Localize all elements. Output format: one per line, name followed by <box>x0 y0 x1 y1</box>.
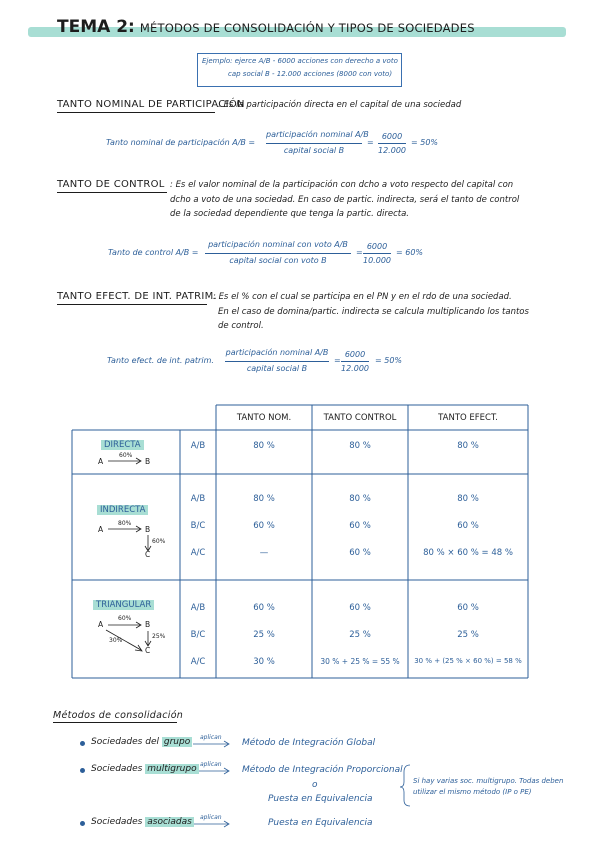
method-arrow-label-1: aplican <box>200 734 222 741</box>
control-definition-3: de la sociedad dependiente que tenga la partic. directa. <box>170 209 409 219</box>
triangular-nom-3: 30 % <box>253 657 275 667</box>
triangular-edge-ac: 30% <box>109 637 123 644</box>
control-definition-1: : Es el valor nominal de la participación con dcho a voto respecto del capital con <box>170 180 514 190</box>
triangular-nom-2: 25 % <box>253 630 275 640</box>
indirecta-efect-1: 80 % <box>457 494 479 504</box>
method-tag-asociadas: asociadas <box>147 817 192 827</box>
control-num-value: 6000 <box>366 242 388 251</box>
nominal-num-value: 6000 <box>381 132 403 141</box>
method-prefix-3: Sociedades <box>91 817 143 827</box>
triangular-efect-3: 30 % + (25 % × 60 %) = 58 % <box>414 657 522 665</box>
control-formula-label: Tanto de control A/B = <box>108 248 199 257</box>
efectivo-num-value: 6000 <box>344 350 366 359</box>
efectivo-formula-label: Tanto efect. de int. patrim. <box>107 356 214 365</box>
control-definition-2: dcho a voto de una sociedad. En caso de partic. indirecta, será el tanto de control <box>170 195 520 205</box>
triangular-efect-2: 25 % <box>457 630 479 640</box>
directa-edge-ab: 60% <box>119 452 133 459</box>
efectivo-definition-2: En el caso de domina/partic. indirecta se calcula multiplicando los tantos <box>218 307 529 317</box>
triangular-rel-3: A/C <box>190 657 206 667</box>
tag-triangular: TRIANGULAR <box>93 600 154 610</box>
indirecta-rel-1: A/B <box>190 494 206 504</box>
method-prefix-1: Sociedades del <box>91 737 159 747</box>
method-arrow-label-3: aplican <box>200 814 222 821</box>
directa-node-b: B <box>145 457 151 466</box>
triangular-nom-1: 60 % <box>253 603 275 613</box>
indirecta-control-3: 60 % <box>349 548 371 558</box>
triangular-rel-2: B/C <box>190 630 206 640</box>
directa-node-a: A <box>98 457 104 466</box>
control-eq: = <box>356 248 363 257</box>
efectivo-result: = 50% <box>375 356 403 365</box>
triangular-arrowhead-ac <box>135 645 142 651</box>
example-line-1: Ejemplo: ejerce A/B - 6000 acciones con derecho a voto <box>202 57 398 65</box>
directa-control: 80 % <box>349 441 371 451</box>
nominal-numerator: participación nominal A/B <box>266 130 369 139</box>
efectivo-denominator: capital social B <box>246 364 308 373</box>
indirecta-control-2: 60 % <box>349 521 371 531</box>
method-result-2: Método de Integración Proporcional <box>242 765 403 775</box>
triangular-node-b: B <box>145 620 151 629</box>
side-note-1: Si hay varias soc. multigrupo. Todas deben <box>413 777 564 785</box>
col-header-nominal: TANTO NOM. <box>236 413 292 423</box>
title-rest: MÉTODOS DE CONSOLIDACIÓN Y TIPOS DE SOCIEDADES <box>139 21 475 35</box>
method-result-3: Puesta en Equivalencia <box>268 818 373 828</box>
triangular-efect-1: 60 % <box>457 603 479 613</box>
indirecta-nom-2: 60 % <box>253 521 275 531</box>
heading-tanto-nominal: TANTO NOMINAL DE PARTICIPACIÓN <box>57 99 245 110</box>
directa-rel: A/B <box>190 441 206 451</box>
indirecta-edge-bc: 60% <box>152 538 166 545</box>
method-arrow-label-2: aplican <box>200 761 222 768</box>
method-bullet-3 <box>80 821 85 826</box>
method-prefix-2: Sociedades <box>91 764 143 774</box>
tag-directa: DIRECTA <box>101 440 144 450</box>
control-numerator: participación nominal con voto A/B <box>208 240 348 249</box>
method-bullet-1 <box>80 741 85 746</box>
nominal-formula-label: Tanto nominal de participación A/B = <box>106 138 256 147</box>
methods-heading: Métodos de consolidación <box>53 710 184 721</box>
efectivo-den-value: 12.000 <box>341 364 369 373</box>
col-header-control: TANTO CONTROL <box>323 413 397 423</box>
method-item-2 <box>91 764 199 774</box>
control-result: = 60% <box>396 248 424 257</box>
heading-tanto-control: TANTO DE CONTROL <box>57 179 165 190</box>
indirecta-node-c: C <box>145 550 151 559</box>
indirecta-node-a: A <box>98 525 104 534</box>
control-denominator: capital social con voto B <box>229 256 327 265</box>
method-item-3 <box>91 817 194 827</box>
col-header-efectivo: TANTO EFECT. <box>438 413 498 423</box>
nominal-definition: : Es la participación directa en el capital de una sociedad <box>218 100 462 110</box>
indirecta-efect-2: 60 % <box>457 521 479 531</box>
triangular-control-2: 25 % <box>349 630 371 640</box>
indirecta-control-1: 80 % <box>349 494 371 504</box>
nominal-denominator: capital social B <box>283 146 345 155</box>
side-note-2: utilizar el mismo método (IP o PE) <box>413 788 532 796</box>
method-bullet-2 <box>80 768 85 773</box>
triangular-rel-1: A/B <box>190 603 206 613</box>
directa-nom: 80 % <box>253 441 275 451</box>
indirecta-efect-3: 80 % × 60 % = 48 % <box>423 548 513 558</box>
method-alt-2: Puesta en Equivalencia <box>268 794 373 804</box>
method-result-1: Método de Integración Global <box>242 738 376 748</box>
triangular-control-3: 30 % + 25 % = 55 % <box>320 657 400 666</box>
indirecta-node-b: B <box>145 525 151 534</box>
triangular-control-1: 60 % <box>349 603 371 613</box>
heading-tanto-efectivo: TANTO EFECT. DE INT. PATRIM. <box>57 291 218 302</box>
nominal-result: = 50% <box>411 138 439 147</box>
efectivo-eq: = <box>334 356 341 365</box>
control-den-value: 10.000 <box>363 256 391 265</box>
method-tag-multigrupo: multigrupo <box>147 764 197 774</box>
example-line-2: cap social B - 12.000 acciones (8000 con voto) <box>228 70 393 78</box>
method-tag-grupo: grupo <box>163 737 191 747</box>
efectivo-definition-3: de control. <box>218 321 264 331</box>
method-item-1 <box>91 737 192 747</box>
indirecta-nom-1: 80 % <box>253 494 275 504</box>
directa-efect: 80 % <box>457 441 479 451</box>
indirecta-rel-3: A/C <box>190 548 206 558</box>
triangular-edge-bc: 25% <box>152 633 166 640</box>
efectivo-numerator: participación nominal A/B <box>225 348 329 357</box>
method-or: o <box>312 780 318 790</box>
nominal-eq: = <box>367 138 374 147</box>
indirecta-nom-3: — <box>259 548 269 558</box>
triangular-edge-ab: 60% <box>118 615 132 622</box>
nominal-den-value: 12.000 <box>378 146 406 155</box>
title-tema: TEMA 2: <box>57 17 135 37</box>
indirecta-rel-2: B/C <box>190 521 206 531</box>
triangular-node-a: A <box>98 620 104 629</box>
tag-indirecta: INDIRECTA <box>97 505 148 515</box>
methods-heading-underline <box>53 722 177 723</box>
indirecta-edge-ab: 80% <box>118 520 132 527</box>
triangular-node-c: C <box>145 646 151 655</box>
efectivo-definition-1: : Es el % con el cual se participa en el PN y en el rdo de una sociedad. <box>213 292 512 302</box>
